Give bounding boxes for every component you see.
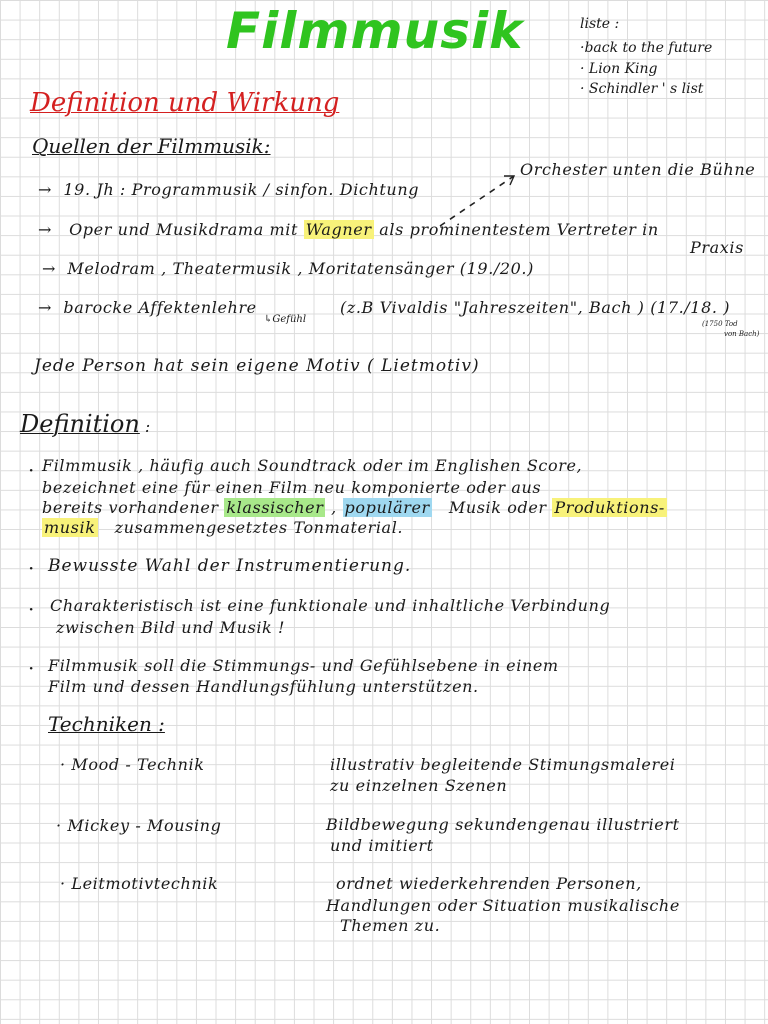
list-item: ·back to the future bbox=[580, 40, 713, 56]
section-heading-definition-wirkung: Definition und Wirkung bbox=[30, 88, 340, 118]
technique-leitmotiv-desc-2: Handlungen oder Situation musikalische bbox=[326, 896, 680, 915]
definition-heading-wrap: Definition : bbox=[20, 410, 151, 438]
bullet-dot: · bbox=[28, 656, 35, 680]
page-title: Filmmusik bbox=[226, 2, 524, 60]
technique-mickey-desc-1: Bildbewegung sekundengenau illustriert bbox=[326, 815, 680, 834]
note-bach-1: (1750 Tod bbox=[702, 320, 738, 328]
technique-mood: · Mood - Technik bbox=[60, 755, 205, 774]
def-line-1: Filmmusik , häufig auch Soundtrack oder im Englishen Score, bbox=[42, 456, 583, 475]
technique-mood-desc-1: illustrativ begleitende Stimungsmalerei bbox=[330, 755, 676, 774]
technique-mood-desc-2: zu einzelnen Szenen bbox=[330, 776, 508, 795]
highlight-wagner: Wagner bbox=[305, 220, 372, 239]
bullet-dot: · bbox=[28, 458, 35, 482]
def-line-2: bezeichnet eine für einen Film neu komponierte oder aus bbox=[42, 478, 542, 497]
highlight-populaerer: populärer bbox=[344, 498, 430, 517]
def-line-3: bereits vorhandener klassischer , populärer Musik oder Produktions- bbox=[42, 498, 665, 517]
arrow-icon: → bbox=[42, 259, 57, 278]
bullet-barock: → barocke Affektenlehre bbox=[38, 298, 257, 317]
technique-leitmotiv-desc-1: ordnet wiederkehrenden Personen, bbox=[336, 874, 642, 893]
technique-leitmotiv-desc-3: Themen zu. bbox=[340, 916, 441, 935]
bullet-19jh: → 19. Jh : Programmusik / sinfon. Dichtung bbox=[38, 180, 420, 199]
def-stimmung-1: Filmmusik soll die Stimmungs- und Gefühlsebene in einem bbox=[48, 656, 559, 675]
technique-mickey: · Mickey - Mousing bbox=[56, 816, 222, 835]
def-stimmung-2: Film und dessen Handlungsfühlung unterstützen. bbox=[48, 677, 479, 696]
arrow-icon: → bbox=[38, 220, 53, 239]
bullet-melodram: → Melodram , Theatermusik , Moritatensänger (19./20.) bbox=[42, 259, 534, 278]
def-verbindung-2: zwischen Bild und Musik ! bbox=[56, 618, 286, 637]
section-heading-definition: Definition bbox=[20, 410, 140, 438]
bullet-oper: → Oper und Musikdrama mit Wagner als prominentestem Vertreter in bbox=[38, 220, 659, 239]
note-bach-2: von Bach) bbox=[724, 330, 760, 338]
def-verbindung-1: Charakteristisch ist eine funktionale und inhaltliche Verbindung bbox=[50, 596, 611, 615]
motiv-line: Jede Person hat sein eigene Motiv ( Lietmotiv) bbox=[34, 356, 480, 376]
highlight-produktions: Produktions- bbox=[554, 498, 665, 517]
highlight-musik: musik bbox=[44, 518, 96, 537]
bullet-oper-cont: Praxis bbox=[690, 238, 744, 257]
highlight-klassischer: klassischer bbox=[226, 498, 324, 517]
technique-leitmotiv: · Leitmotivtechnik bbox=[60, 874, 219, 893]
def-instrumentierung: Bewusste Wahl der Instrumentierung. bbox=[48, 556, 412, 576]
def-line-4: musik zusammengesetztes Tonmaterial. bbox=[44, 518, 404, 537]
bullet-dot: · bbox=[28, 556, 35, 580]
arrow-icon: → bbox=[38, 180, 53, 199]
technique-mickey-desc-2: und imitiert bbox=[330, 836, 434, 855]
bullet-barock-cont: (z.B Vivaldis "Jahreszeiten", Bach ) (17./18. ) bbox=[340, 298, 731, 317]
bullet-dot: · bbox=[28, 597, 35, 621]
list-item: · Schindler ' s list bbox=[580, 81, 704, 97]
list-heading: liste : bbox=[580, 16, 620, 32]
subheading-quellen: Quellen der Filmmusik: bbox=[32, 134, 271, 158]
arrow-icon: → bbox=[38, 298, 53, 317]
note-gefuehl: ↳Gefühl bbox=[264, 314, 307, 325]
annotation-orchester: Orchester unten die Bühne bbox=[520, 160, 756, 179]
subheading-techniken: Techniken : bbox=[48, 712, 165, 736]
list-item: · Lion King bbox=[580, 61, 658, 77]
